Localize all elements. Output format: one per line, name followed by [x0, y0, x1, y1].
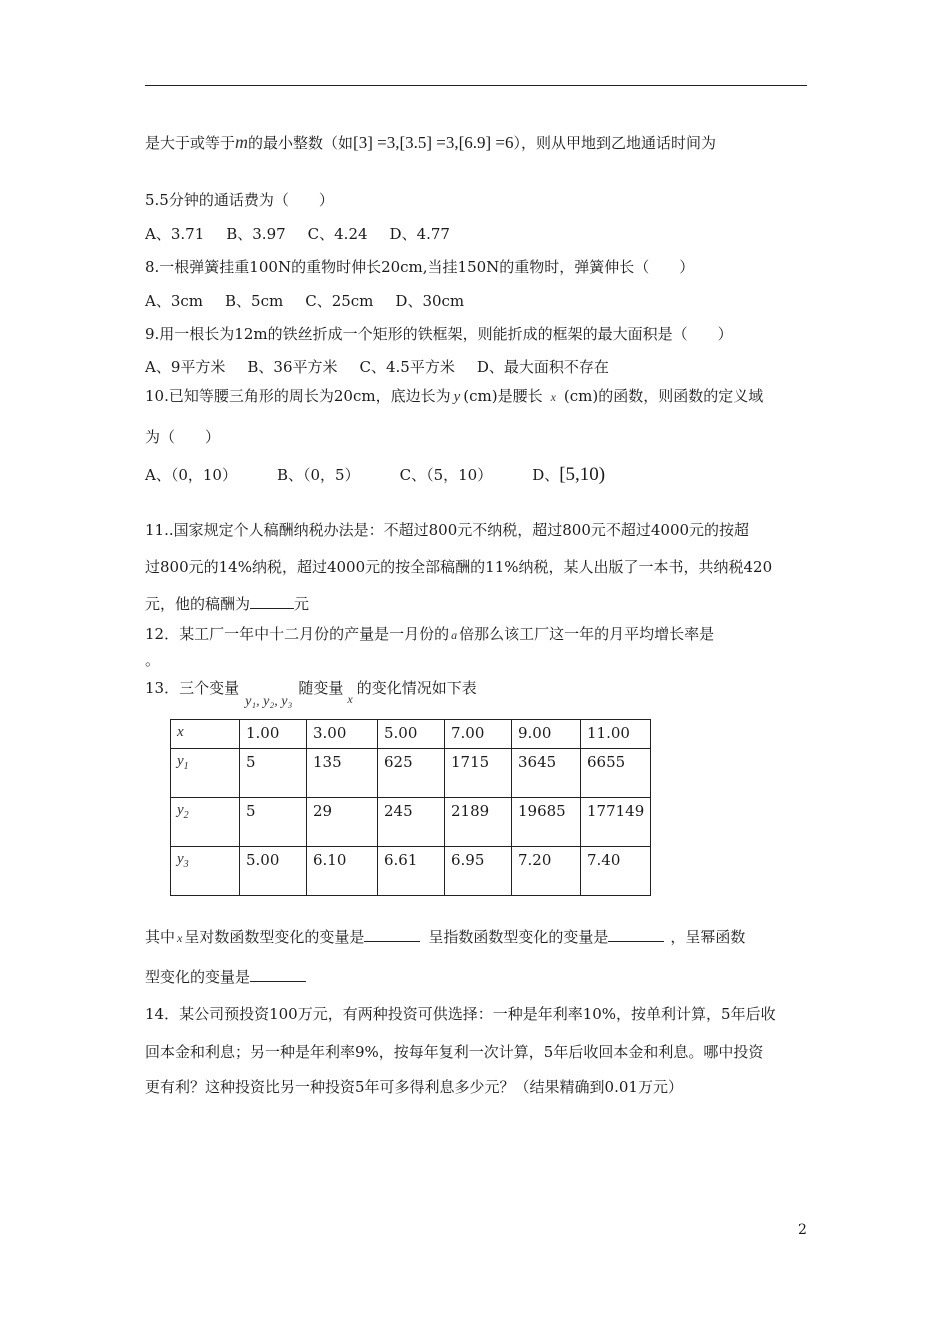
table-cell: 6.10 — [307, 847, 378, 896]
question-5-choices — [145, 224, 472, 244]
choice-d: D、最大面积不存在 — [476, 358, 609, 376]
header-rule — [145, 85, 807, 86]
table-row — [171, 749, 651, 798]
question-13-prompt: 其中 x 呈对数函数型变化的变量是 呈指数函数型变化的变量是 ，呈幂函数 — [145, 928, 746, 946]
question-8-choices — [145, 291, 486, 311]
question-9-stem: 9.用一根长为12m的铁丝折成一个矩形的铁框架，则能折成的框架的最大面积是（ ） — [145, 325, 733, 343]
question-11-line-1: 11..国家规定个人稿酬纳税办法是：不超过800元不纳税，超过800元不超过4000元的按超 — [145, 521, 750, 539]
exp-answer-blank[interactable] — [608, 927, 664, 942]
choice-c: C、（5，10） — [399, 466, 493, 484]
choice-b: B、（0，5） — [276, 466, 360, 484]
choice-c: C、4.5平方米 — [359, 358, 455, 376]
ceiling-examples: [3] =3,[3.5] =3,[6.9] =6 — [353, 133, 514, 152]
choice-a: A、3.71 — [145, 225, 205, 243]
table-header-cell: 3.00 — [307, 720, 378, 749]
table-row — [171, 847, 651, 896]
table-cell: 3645 — [512, 749, 581, 798]
question-10-stem: 10.已知等腰三角形的周长为20cm，底边长为 y (cm)是腰长 x (cm)的函数，则函数的定义域 — [145, 387, 764, 405]
question-14-line-2: 回本金和利息；另一种是年利率9%，按每年复利一次计算，5年后收回本金和利息。哪中投资 — [145, 1043, 764, 1061]
question-10-choices — [145, 465, 605, 485]
question-13-prompt-end: 型变化的变量是 — [145, 967, 306, 987]
question-5-stem: 5.5分钟的通话费为（ ） — [145, 191, 334, 209]
table-header-cell: 9.00 — [512, 720, 581, 749]
table-cell: 177149 — [581, 798, 651, 847]
table-header-cell: 11.00 — [581, 720, 651, 749]
variable-a: a — [451, 628, 458, 642]
choice-d: D、30cm — [395, 292, 465, 310]
variable-m: m — [235, 132, 249, 152]
answer-blank[interactable] — [250, 594, 294, 609]
row-label-y1: $y_1$ — [171, 749, 240, 798]
question-9-choices — [145, 357, 631, 377]
choice-a: A、9平方米 — [145, 358, 226, 376]
question-13-stem: 13．三个变量y₁, y₂, y₃随变量$_x$的变化情况如下表 — [145, 679, 477, 709]
choice-b: B、5cm — [225, 292, 284, 310]
table-cell: 5.00 — [240, 847, 307, 896]
table-cell: 245 — [378, 798, 445, 847]
interval-5-10: [5,10) — [559, 464, 606, 485]
paragraph-continuation: 是大于或等于m的最小整数（如[3] =3,[3.5] =3,[6.9] =6），则从甲地到乙地通话时间为 — [145, 132, 717, 152]
question-11-line-3: 元，他的稿酬为 元 — [145, 595, 310, 613]
variable-x: x — [347, 692, 353, 706]
table-cell: 7.40 — [581, 847, 651, 896]
question-12-line-1: 12．某工厂一年中十二月份的产量是一月份的 a 倍那么该工厂这一年的月平均增长率是 — [145, 625, 715, 643]
row-label-y3: $y_3$ — [171, 847, 240, 896]
table-cell: 7.20 — [512, 847, 581, 896]
table-header-cell: 1.00 — [240, 720, 307, 749]
log-answer-blank[interactable] — [364, 927, 420, 942]
table-cell: 6.95 — [445, 847, 512, 896]
table-cell: 5 — [240, 749, 307, 798]
table-cell: 6.61 — [378, 847, 445, 896]
table-cell: 2189 — [445, 798, 512, 847]
table-cell: 29 — [307, 798, 378, 847]
choice-d: D、 — [532, 466, 560, 484]
question-8-stem: 8.一根弹簧挂重100N的重物时伸长20cm,当挂150N的重物时，弹簧伸长（ ） — [145, 258, 695, 276]
question-14-line-1: 14．某公司预投资100万元，有两种投资可供选择：一种是年利率10%，按单利计算，5年后收 — [145, 1005, 776, 1023]
choice-d: D、4.77 — [389, 225, 450, 243]
table-header-cell: 5.00 — [378, 720, 445, 749]
variable-x: x — [550, 390, 556, 404]
variable-table — [170, 719, 651, 896]
choice-c: C、4.24 — [307, 225, 368, 243]
variable-y: y — [453, 389, 461, 405]
row-label-y2: $y_2$ — [171, 798, 240, 847]
table-header-cell: 7.00 — [445, 720, 512, 749]
question-10-stem-end: 为（ ） — [145, 428, 221, 446]
choice-b: B、36平方米 — [247, 358, 338, 376]
table-cell: 6655 — [581, 749, 651, 798]
table-cell: 5 — [240, 798, 307, 847]
table-header-cell: x — [171, 720, 240, 749]
variables-y: y₁, y₂, y₃ — [245, 694, 293, 709]
power-answer-blank[interactable] — [250, 967, 306, 982]
table-row — [171, 798, 651, 847]
table-cell: 1715 — [445, 749, 512, 798]
question-11-line-2: 过800元的14%纳税，超过4000元的按全部稿酬的11%纳税，某人出版了一本书，共纳税420 — [145, 558, 773, 576]
choice-b: B、3.97 — [226, 225, 286, 243]
question-14-line-3: 更有利？这种投资比另一种投资5年可多得利息多少元？（结果精确到0.01万元） — [145, 1078, 683, 1096]
table-cell: 135 — [307, 749, 378, 798]
table-header-row — [171, 720, 651, 749]
question-12-line-2: 。 — [145, 651, 161, 669]
page-number: 2 — [798, 1222, 807, 1238]
table-cell: 625 — [378, 749, 445, 798]
choice-a: A、（0，10） — [145, 466, 237, 484]
table-cell: 19685 — [512, 798, 581, 847]
choice-c: C、25cm — [305, 292, 374, 310]
choice-a: A、3cm — [145, 292, 204, 310]
